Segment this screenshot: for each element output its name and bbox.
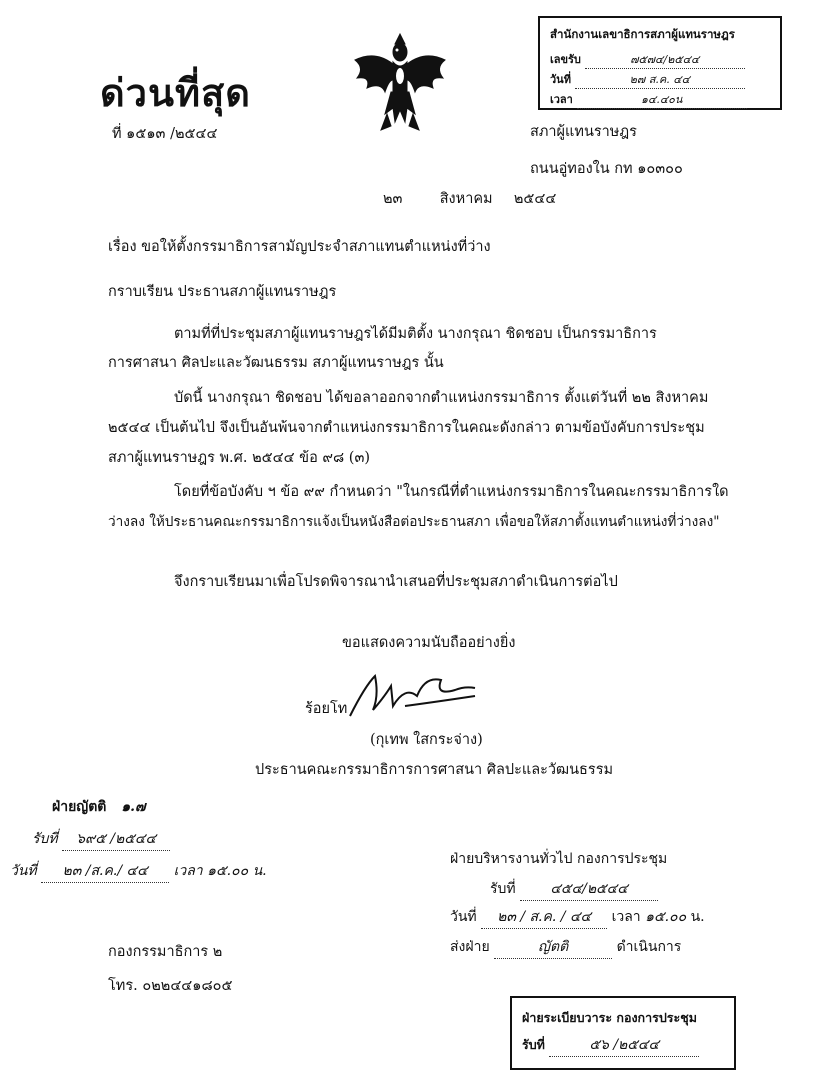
right-note-receive-value: ๔๕๔/๒๕๔๔ (520, 878, 658, 901)
left-note-time-label: เวลา (173, 863, 203, 879)
receipt-stamp-time-label: เวลา (550, 93, 573, 106)
left-note-time-value: ๑๕.๐๐ (207, 863, 249, 879)
left-note-date (10, 860, 267, 883)
signer-name: (กุเทพ ใสกระจ่าง) (370, 732, 483, 748)
left-note-receive-label: รับที่ (32, 831, 58, 847)
bottom-stamp (510, 996, 736, 1070)
receipt-stamp-date-label: วันที่ (550, 73, 571, 86)
right-note-title: ฝ่ายบริหารงานทั่วไป กองการประชุม (450, 851, 668, 867)
bottom-stamp-receive-value: ๕๖ /๒๕๔๔ (549, 1034, 699, 1057)
right-note-date-label: วันที่ (450, 909, 477, 925)
date-month: สิงหาคม (439, 191, 493, 207)
receipt-stamp-date-value: ๒๗ ส.ค. ๔๔ (575, 70, 745, 89)
right-note-send (450, 936, 681, 959)
left-note-title (52, 796, 146, 818)
footer-phone: โทร. ๐๒๒๔๔๑๘๐๕ (108, 978, 233, 994)
signature (345, 666, 485, 726)
receipt-stamp-title: สำนักงานเลขาธิการสภาผู้แทนราษฎร (550, 27, 735, 41)
right-note-send-label: ส่งฝ่าย (450, 939, 490, 955)
body-p2-line1: บัดนี้ นางกรุณา ชิดชอบ ได้ขอลาออกจากตำแหน่งกรรมาธิการ ตั้งแต่วันที่ ๒๒ สิงหาคม (174, 390, 709, 406)
garuda-emblem (345, 30, 455, 140)
body-p1-line1: ตามที่ที่ประชุมสภาผู้แทนราษฎรได้มีมติตั้ง นางกรุณา ชิดชอบ เป็นกรรมาธิการ (174, 326, 657, 342)
sender-address: ถนนอู่ทองใน กท ๑๐๓๐๐ (530, 161, 683, 177)
body-p3-line2: ว่างลง ให้ประธานคณะกรรมาธิการแจ้งเป็นหนังสือต่อประธานสภา เพื่อขอให้สภาตั้งแทนตำแหน่งที่ว่างลง" (108, 514, 720, 530)
body-p1-line2: การศาสนา ศิลปะและวัฒนธรรม สภาผู้แทนราษฎร นั้น (108, 355, 444, 371)
closing: ขอแสดงความนับถืออย่างยิ่ง (342, 635, 516, 651)
footer-dept: กองกรรมาธิการ ๒ (108, 944, 223, 960)
salutation: กราบเรียน ประธานสภาผู้แทนราษฎร (108, 284, 337, 300)
receipt-stamp-receive-value: ๗๕๗๔/๒๕๔๔ (585, 50, 745, 69)
left-note-title-mark: ๑.๗ (121, 799, 146, 815)
date-day: ๒๓ (383, 191, 403, 207)
right-note-date (450, 906, 705, 929)
right-note-send-value: ญัตติ (494, 936, 612, 959)
right-note-receive-label: รับที่ (490, 881, 516, 897)
left-note-date-value: ๒๓ /ส.ค./ ๔๔ (41, 860, 169, 883)
receipt-stamp (538, 16, 782, 110)
right-note-time-label: เวลา (611, 909, 641, 925)
receipt-stamp-time-value: ๑๔.๔๐น (577, 90, 747, 109)
urgency-heading: ด่วนที่สุด (100, 70, 251, 115)
sender-org: สภาผู้แทนราษฎร (530, 124, 637, 140)
right-note-date-value: ๒๓ / ส.ค. / ๔๔ (481, 906, 607, 929)
subject-line: เรื่อง ขอให้ตั้งกรรมาธิการสามัญประจำสภาแทนตำแหน่งที่ว่าง (108, 239, 491, 255)
right-note-time-suffix: น. (690, 909, 705, 925)
left-note-date-label: วันที่ (10, 863, 37, 879)
body-p3-line1: โดยที่ข้อบังคับ ฯ ข้อ ๙๙ กำหนดว่า "ในกรณีที่ตำแหน่งกรรมาธิการในคณะกรรมาธิการใด (174, 484, 729, 500)
bottom-stamp-title: ฝ่ายระเบียบวาระ กองการประชุม (522, 1010, 697, 1025)
signer-position: ประธานคณะกรรมาธิการการศาสนา ศิลปะและวัฒนธรรม (255, 762, 614, 778)
right-note-action-label: ดำเนินการ (616, 939, 682, 955)
body-p4: จึงกราบเรียนมาเพื่อโปรดพิจารณานำเสนอที่ประชุมสภาดำเนินการต่อไป (174, 574, 618, 590)
left-note-receive (32, 828, 170, 851)
body-p2-line3: สภาผู้แทนราษฎร พ.ศ. ๒๕๔๔ ข้อ ๙๘ (๓) (108, 450, 371, 466)
document-number: ที่ ๑๕๑๓ /๒๕๔๔ (112, 126, 218, 142)
left-note-title-text: ฝ่ายญัตติ (52, 799, 107, 815)
right-note-time-value: ๑๕.๐๐ (645, 909, 687, 925)
letter-date (383, 187, 556, 210)
left-note-receive-value: ๖๙๕ /๒๕๔๔ (62, 828, 170, 851)
bottom-stamp-receive-label: รับที่ (522, 1037, 545, 1052)
receipt-stamp-receive-label: เลขรับ (550, 53, 581, 66)
right-note-receive (490, 878, 658, 901)
date-year: ๒๕๔๔ (513, 191, 557, 207)
body-p2-line2: ๒๕๔๔ เป็นต้นไป จึงเป็นอันพ้นจากตำแหน่งกรรมาธิการในคณะดังกล่าว ตามข้อบังคับการประชุม (108, 420, 705, 436)
left-note-time-suffix: น. (252, 863, 267, 879)
signer-rank: ร้อยโท (305, 701, 348, 717)
